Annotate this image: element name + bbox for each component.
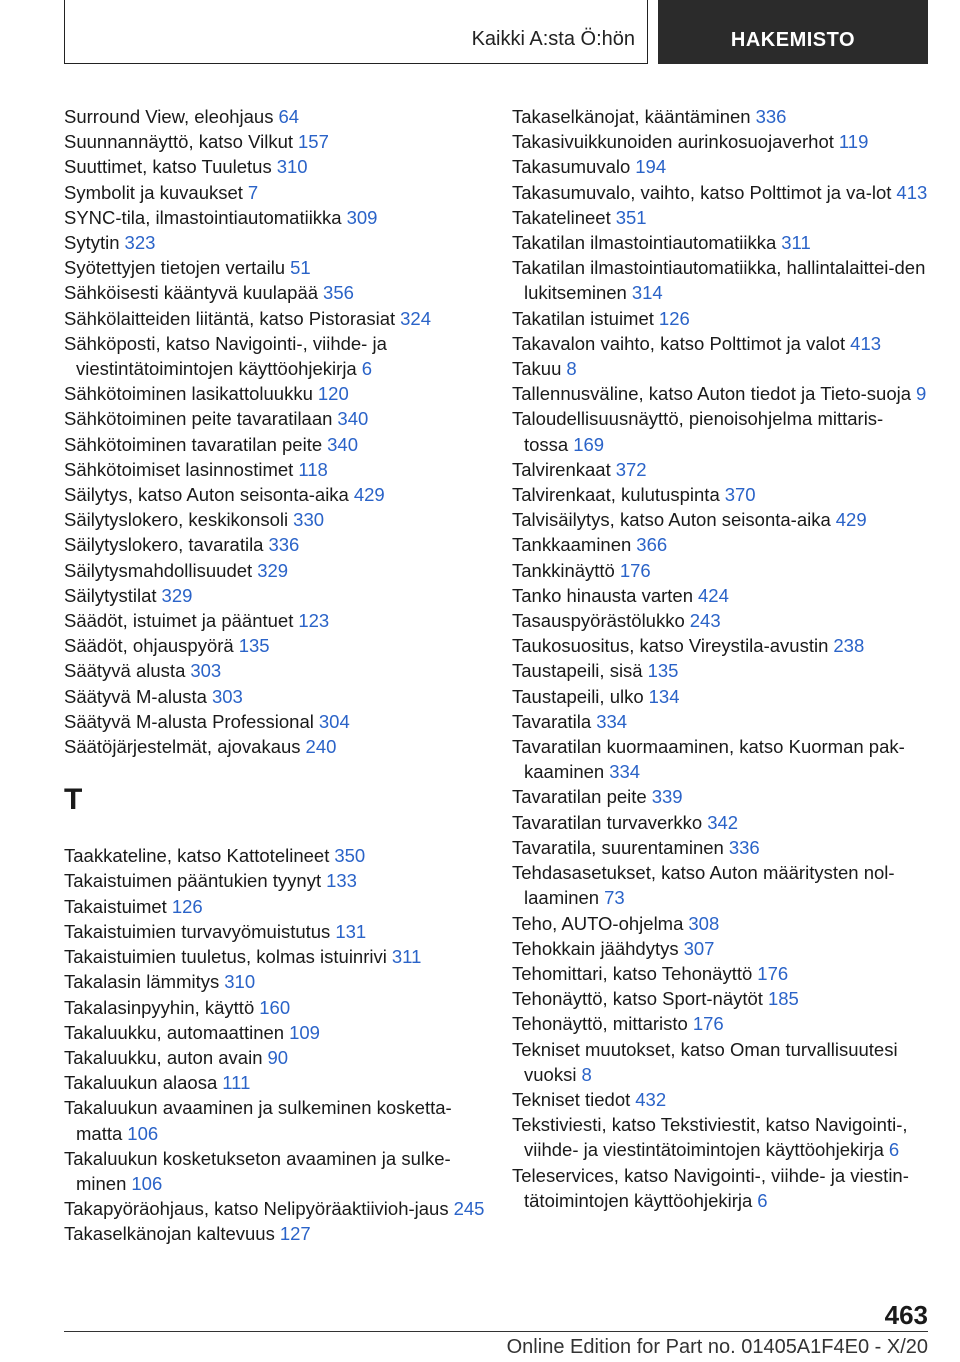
index-entry-page-link[interactable]: 342: [707, 811, 739, 833]
index-entry: [512, 205, 932, 230]
index-entry-page-link[interactable]: 356: [323, 282, 354, 304]
index-entry-text: Tehonäyttö, mittaristo: [512, 1013, 688, 1035]
index-entry-page-link[interactable]: 126: [171, 895, 203, 917]
index-entry-page-link[interactable]: 135: [647, 660, 679, 682]
index-entry-page-link[interactable]: 157: [298, 131, 329, 153]
index-entry: [64, 633, 494, 658]
index-entry-page-link[interactable]: 245: [453, 1198, 485, 1220]
index-entry-page-link[interactable]: 126: [658, 307, 690, 329]
index-entry-text: Takatilan ilmastointiautomatiikka, hallintalaittei-den lukitseminen: [512, 257, 926, 304]
index-entry: [512, 306, 932, 331]
index-entry-text: Takapyöräohjaus, katso Nelipyöräaktiivioh-jaus: [64, 1198, 449, 1220]
index-entry: [512, 911, 932, 936]
index-entry: [512, 406, 932, 456]
index-entry-page-link[interactable]: 131: [335, 920, 367, 942]
index-entry: [512, 1163, 932, 1213]
index-entry-page-link[interactable]: 372: [615, 458, 647, 480]
index-entry-page-link[interactable]: 336: [755, 106, 787, 127]
index-entry-text: Takalasinpyyhin, käyttö: [64, 996, 255, 1018]
index-entry: [64, 1045, 494, 1070]
index-entry-text: Säädöt, istuimet ja pääntuet: [64, 610, 294, 632]
index-entry-text: Taloudellisuusnäyttö, pienoisohjelma mittaris-tossa: [512, 408, 884, 455]
index-entry-text: Takaluukun kosketukseton avaaminen ja sulke-minen: [64, 1147, 451, 1194]
index-entry: [512, 482, 932, 507]
index-entry-text: Tehonäyttö, katso Sport-näytöt: [512, 988, 763, 1010]
index-entry-page-link[interactable]: 106: [131, 1172, 163, 1194]
index-entry: [64, 180, 494, 205]
index-entry: [512, 457, 932, 482]
index-entry: [512, 658, 932, 683]
index-entry: [64, 969, 494, 994]
index-entry-page-link[interactable]: 413: [850, 332, 882, 354]
index-entry-text: Takaselkänojat, kääntäminen: [512, 106, 751, 127]
index-entry-text: Suuttimet, katso Tuuletus: [64, 156, 272, 178]
index-entry-page-link[interactable]: 339: [651, 786, 683, 808]
index-entry-page-link[interactable]: 366: [636, 534, 668, 556]
index-entry-page-link[interactable]: 350: [334, 845, 366, 867]
index-entry-text: Takaluukku, automaattinen: [64, 1021, 285, 1043]
index-entry-page-link[interactable]: 51: [290, 257, 311, 279]
index-entry-page-link[interactable]: 123: [298, 610, 330, 632]
index-entry: [512, 860, 932, 910]
index-entry-page-link[interactable]: 334: [609, 761, 641, 783]
index-entry: [64, 894, 494, 919]
index-entry-text: Taustapeili, ulko: [512, 685, 644, 707]
index-entry: [64, 1146, 494, 1196]
index-entry: [512, 986, 932, 1011]
index-entry-text: Takasumuvalo, vaihto, katso Polttimot ja va-lot: [512, 181, 892, 203]
index-entry: [64, 684, 494, 709]
index-entry: [64, 944, 494, 969]
index-entry-page-link[interactable]: 120: [317, 383, 349, 405]
index-entry: [512, 709, 932, 734]
index-entry-text: Tavaratila, suurentaminen: [512, 836, 724, 858]
index-entry-page-link[interactable]: 160: [259, 996, 291, 1018]
index-entry: [512, 684, 932, 709]
index-entry-page-link[interactable]: 135: [238, 635, 270, 657]
index-entry: [512, 180, 932, 205]
index-entry: [512, 129, 932, 154]
index-entry-page-link[interactable]: 185: [767, 988, 799, 1010]
index-entry-page-link[interactable]: 429: [835, 509, 867, 531]
index-entry-text: Säilytyslokero, tavaratila: [64, 534, 264, 556]
index-entry: [512, 507, 932, 532]
index-entry-text: Takaistuimen pääntukien tyynyt: [64, 870, 322, 892]
index-entry-page-link[interactable]: 194: [635, 156, 667, 178]
index-entry: [64, 1020, 494, 1045]
index-entry-page-link[interactable]: 238: [833, 635, 865, 657]
index-entry-text: Takasumuvalo: [512, 156, 631, 178]
index-entry-page-link[interactable]: 7: [247, 181, 259, 203]
index-entry-page-link[interactable]: 308: [688, 912, 720, 934]
index-entry-text: Sytytin: [64, 232, 120, 254]
index-entry-page-link[interactable]: 336: [268, 534, 300, 556]
index-entry-text: Tekniset muutokset, katso Oman turvallisuutesi vuoksi: [512, 1038, 898, 1085]
index-entry-page-link[interactable]: 324: [400, 307, 432, 329]
index-entry-text: Takaluukun avaaminen ja sulkeminen kosketta-matta: [64, 1097, 452, 1144]
index-entry-page-link[interactable]: 9: [916, 383, 927, 405]
index-entry-text: Säätöjärjestelmät, ajovakaus: [64, 736, 301, 758]
index-entry-page-link[interactable]: 109: [289, 1021, 320, 1043]
index-entry-page-link[interactable]: 310: [276, 156, 308, 178]
index-entry-text: Takaistuimien tuuletus, kolmas istuinrivi: [64, 946, 387, 968]
page-number: 463: [884, 1300, 928, 1330]
footer-edition: Online Edition for Part no. 01405A1F4E0 - X/20: [506, 1336, 928, 1358]
tab-a-to-z-label: Kaikki A:sta Ö:hön: [471, 28, 635, 50]
index-entry-page-link[interactable]: 111: [222, 1072, 251, 1094]
index-entry-page-link[interactable]: 340: [327, 433, 359, 455]
index-entry: [64, 583, 494, 608]
index-entry-text: Säätyvä M-alusta Professional: [64, 710, 314, 732]
index-entry: [64, 482, 494, 507]
index-entry-text: Syötettyjen tietojen vertailu: [64, 257, 286, 279]
index-entry: [64, 995, 494, 1020]
index-entry-page-link[interactable]: 90: [267, 1046, 289, 1068]
index-entry-page-link[interactable]: 134: [648, 685, 680, 707]
index-entry-text: Sähkötoiminen tavaratilan peite: [64, 433, 323, 455]
index-entry: [64, 406, 494, 431]
index-entry: [64, 1070, 494, 1095]
index-entry-page-link[interactable]: 106: [127, 1122, 159, 1144]
index-entry-page-link[interactable]: 314: [631, 282, 663, 304]
index-entry-page-link[interactable]: 336: [728, 836, 760, 858]
index-entry-text: Takaluukku, auton avain: [64, 1046, 263, 1068]
index-entry: [512, 104, 932, 129]
index-entry-text: Tavaratilan kuormaaminen, katso Kuorman pak-kaaminen: [512, 736, 905, 783]
index-entry-text: Takaistuimien turvavyömuistutus: [64, 920, 331, 942]
index-entry: [512, 1037, 932, 1087]
index-entry-text: Tankkinäyttö: [512, 559, 615, 581]
index-entry-text: Tankkaaminen: [512, 534, 632, 556]
index-entry-text: Takalasin lämmitys: [64, 971, 220, 993]
index-entry-text: Sähkölaitteiden liitäntä, katso Pistorasiat: [64, 307, 396, 329]
index-entry-text: Tavaratila: [512, 710, 592, 732]
index-entry: [512, 154, 932, 179]
index-entry: [512, 1112, 932, 1162]
index-list-t-continued: [512, 104, 932, 1213]
index-entry-page-link[interactable]: 340: [337, 408, 369, 430]
index-entry: [64, 255, 494, 280]
tab-index-label: HAKEMISTO: [730, 29, 856, 51]
index-entry-text: Teleservices, katso Navigointi-, viihde- ja viestin-tätoimintojen käyttöohjekirja: [512, 1164, 909, 1211]
index-entry-page-link[interactable]: 310: [224, 971, 256, 993]
index-entry-page-link[interactable]: 307: [683, 937, 715, 959]
index-entry: [64, 709, 494, 734]
index-entry: [64, 843, 494, 868]
index-entry-page-link[interactable]: 329: [161, 584, 193, 606]
index-entry-page-link[interactable]: 311: [391, 946, 422, 968]
index-entry-text: Takaistuimet: [64, 895, 167, 917]
index-entry-page-link[interactable]: 119: [838, 131, 869, 153]
index-entry-page-link[interactable]: 351: [615, 206, 647, 228]
index-entry-page-link[interactable]: 429: [353, 484, 385, 506]
index-entry-page-link[interactable]: 8: [581, 1063, 592, 1085]
index-entry-text: Taakkateline, katso Kattotelineet: [64, 845, 330, 867]
index-entry-page-link[interactable]: 169: [573, 433, 605, 455]
index-entry-page-link[interactable]: 330: [293, 509, 325, 531]
index-entry-text: Symbolit ja kuvaukset: [64, 181, 243, 203]
index-entry: [64, 306, 494, 331]
index-entry-page-link[interactable]: 6: [361, 358, 373, 380]
index-entry-text: Säilytystilat: [64, 584, 157, 606]
index-entry: [64, 280, 494, 305]
index-entry-text: Takatelineet: [512, 206, 611, 228]
index-entry-text: Säilytys, katso Auton seisonta-aika: [64, 484, 349, 506]
index-entry: [64, 104, 494, 129]
index-entry: [512, 381, 932, 406]
index-entry-page-link[interactable]: 304: [318, 710, 350, 732]
index-entry-text: Säädöt, ohjauspyörä: [64, 635, 234, 657]
index-entry-page-link[interactable]: 432: [635, 1088, 667, 1110]
index-entry: [64, 734, 494, 759]
index-entry: [512, 532, 932, 557]
index-entry: [64, 230, 494, 255]
index-entry-page-link[interactable]: 8: [566, 358, 577, 380]
index-entry-text: Tehdasasetukset, katso Auton määritysten nol-laaminen: [512, 862, 895, 909]
index-entry-text: Säätyvä alusta: [64, 660, 186, 682]
index-entry-page-link[interactable]: 303: [211, 685, 243, 707]
index-entry-page-link[interactable]: 240: [305, 736, 337, 758]
index-entry-page-link[interactable]: 176: [619, 559, 651, 581]
index-column-left: [64, 104, 494, 1247]
index-entry-page-link[interactable]: 176: [757, 962, 789, 984]
index-list-s: [64, 104, 494, 759]
index-entry-text: Takuu: [512, 358, 562, 380]
index-entry-text: Talvisäilytys, katso Auton seisonta-aika: [512, 509, 831, 531]
index-entry: [64, 457, 494, 482]
index-entry-text: Taukosuositus, katso Vireystila-avustin: [512, 635, 829, 657]
index-entry-page-link[interactable]: 303: [190, 660, 222, 682]
index-entry: [512, 608, 932, 633]
index-entry: [64, 558, 494, 583]
index-entry-text: Tekstiviesti, katso Tekstiviestit, katso Navigointi-, viihde- ja viestintätoimintojen käyttöohjekirja: [512, 1114, 908, 1161]
index-entry-text: Tanko hinausta varten: [512, 584, 694, 606]
index-entry-text: Takasivuikkunoiden aurinkosuojaverhot: [512, 131, 834, 153]
index-entry: [512, 961, 932, 986]
index-entry: [512, 230, 932, 255]
index-entry-text: Takaselkänojan kaltevuus: [64, 1223, 275, 1245]
index-entry-text: Tehomittari, katso Tehonäyttö: [512, 962, 753, 984]
index-entry: [512, 835, 932, 860]
index-entry-text: Takatilan istuimet: [512, 307, 654, 329]
index-entry: [64, 507, 494, 532]
index-entry-page-link[interactable]: 243: [689, 610, 721, 632]
index-entry-page-link[interactable]: 323: [124, 232, 156, 254]
index-entry-page-link[interactable]: 334: [596, 710, 628, 732]
index-entry: [64, 154, 494, 179]
index-entry: [64, 205, 494, 230]
index-entry-page-link[interactable]: 6: [888, 1139, 900, 1161]
index-entry-page-link[interactable]: 6: [757, 1189, 768, 1211]
index-entry: [64, 608, 494, 633]
index-entry-text: Talvirenkaat, kulutuspinta: [512, 484, 720, 506]
index-entry: [64, 658, 494, 683]
index-entry: [64, 129, 494, 154]
index-entry-page-link[interactable]: 329: [257, 559, 289, 581]
index-column-right: [512, 104, 932, 1213]
index-entry-text: Tallennusväline, katso Auton tiedot ja Tieto-suoja: [512, 383, 912, 405]
index-entry: [512, 810, 932, 835]
index-entry-page-link[interactable]: 176: [692, 1013, 724, 1035]
index-entry-page-link[interactable]: 64: [278, 106, 300, 127]
index-entry: [64, 1196, 494, 1221]
index-entry: [64, 868, 494, 893]
index-entry: [512, 734, 932, 784]
index-entry: [512, 1087, 932, 1112]
index-entry: [512, 583, 932, 608]
index-entry-page-link[interactable]: 127: [279, 1223, 311, 1245]
index-entry-page-link[interactable]: 311: [781, 232, 811, 254]
index-entry-text: Sähköisesti kääntyvä kuulapää: [64, 282, 319, 304]
index-entry-text: Tavaratilan turvaverkko: [512, 811, 703, 833]
index-entry-text: SYNC-tila, ilmastointiautomatiikka: [64, 206, 342, 228]
index-entry-text: Takaluukun alaosa: [64, 1072, 218, 1094]
index-entry: [64, 532, 494, 557]
index-entry: [64, 1221, 494, 1246]
index-entry-text: Teho, AUTO-ohjelma: [512, 912, 684, 934]
index-entry-text: Sähkötoiminen lasikattoluukku: [64, 383, 313, 405]
index-entry-page-link[interactable]: 118: [298, 458, 328, 480]
index-entry-text: Säätyvä M-alusta: [64, 685, 207, 707]
index-entry: [512, 558, 932, 583]
page-header: [64, 0, 928, 64]
index-entry: [64, 381, 494, 406]
index-entry-text: Säilytyslokero, keskikonsoli: [64, 509, 289, 531]
index-entry-page-link[interactable]: 413: [896, 181, 928, 203]
index-entry-text: Sähkötoimiset lasinnostimet: [64, 458, 294, 480]
index-entry-text: Tehokkain jäähdytys: [512, 937, 679, 959]
footer-divider: [64, 1331, 928, 1332]
index-entry: [64, 331, 494, 381]
index-entry-text: Taustapeili, sisä: [512, 660, 643, 682]
index-entry-text: Surround View, eleohjaus: [64, 106, 274, 127]
index-entry-text: Tavaratilan peite: [512, 786, 647, 808]
index-entry: [512, 356, 932, 381]
index-entry-text: Tasauspyörästölukko: [512, 610, 685, 632]
index-entry-page-link[interactable]: 133: [326, 870, 357, 892]
index-entry: [64, 432, 494, 457]
index-entry: [64, 919, 494, 944]
index-entry: [512, 255, 932, 305]
index-entry: [512, 633, 932, 658]
tab-index[interactable]: [658, 0, 928, 64]
index-entry-page-link[interactable]: 73: [604, 887, 625, 909]
index-entry: [512, 1011, 932, 1036]
index-entry-text: Tekniset tiedot: [512, 1088, 631, 1110]
index-entry-text: Takatilan ilmastointiautomatiikka: [512, 232, 777, 254]
index-entry-page-link[interactable]: 309: [346, 206, 378, 228]
index-entry-text: Talvirenkaat: [512, 458, 611, 480]
index-entry-text: Takavalon vaihto, katso Polttimot ja valot: [512, 332, 846, 354]
index-entry: [512, 784, 932, 809]
index-entry-text: Säilytysmahdollisuudet: [64, 559, 253, 581]
index-entry: [512, 936, 932, 961]
index-entry: [64, 1095, 494, 1145]
section-letter: T: [64, 783, 83, 817]
index-entry-page-link[interactable]: 424: [698, 584, 729, 606]
tab-a-to-z[interactable]: [64, 0, 648, 64]
index-entry-text: Sähkötoiminen peite tavaratilaan: [64, 408, 333, 430]
index-entry-page-link[interactable]: 370: [724, 484, 756, 506]
index-entry-text: Suunnannäyttö, katso Vilkut: [64, 131, 294, 153]
index-entry: [512, 331, 932, 356]
index-list-t: [64, 843, 494, 1246]
index-entry-text: Sähköposti, katso Navigointi-, viihde- ja viestintätoimintojen käyttöohjekirja: [64, 332, 387, 380]
